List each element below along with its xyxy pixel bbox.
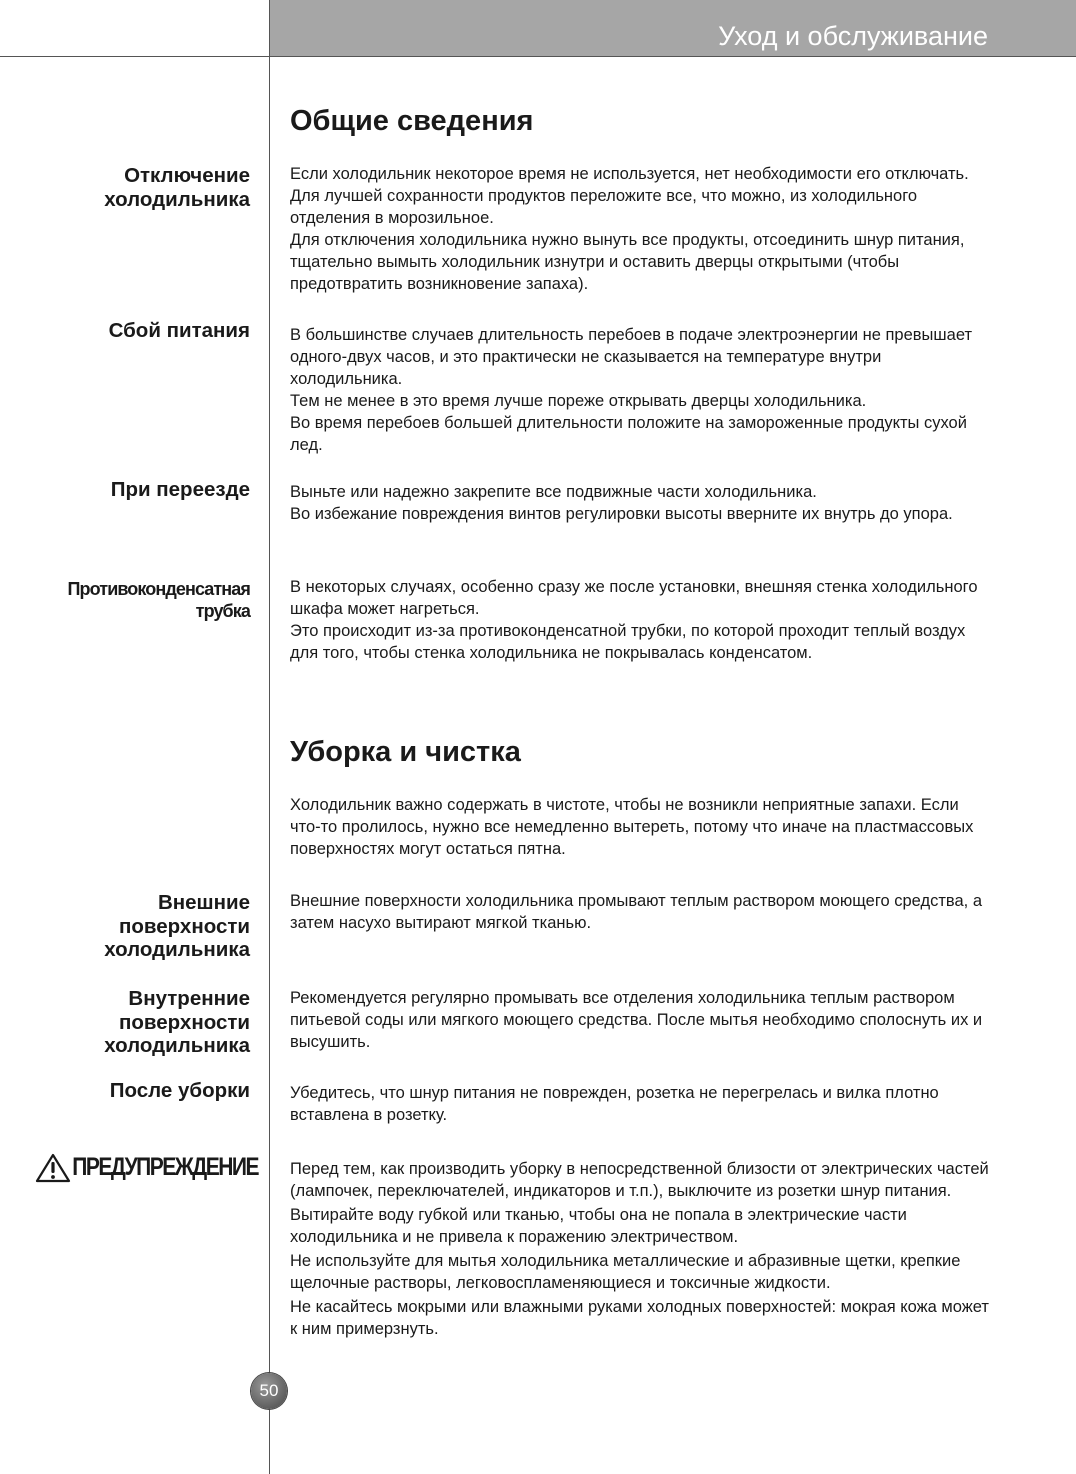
paragraph: Для отключения холодильника нужно вынуть все продукты, отсоединить шнур питания, тщательно вымыть холодильник изнутри и оставить дверцы открытыми (чтобы предотвратить возникновение запаха). [290,231,965,293]
paragraph: Выньте или надежно закрепите все подвижные части холодильника. [290,483,817,501]
paragraph: В некоторых случаях, особенно сразу же после установки, внешняя стенка холодильного шкафа может нагреться. [290,578,978,618]
paragraph: Тем не менее в это время лучше пореже открывать дверцы холодильника. [290,392,867,410]
label-line: Внешние [157,891,250,914]
warning-text: ПРЕДУПРЕЖДЕНИЕ [72,1153,258,1182]
header-title: Уход и обслуживание [718,21,988,51]
label-line: При переезде [110,478,250,501]
paragraph: Перед тем, как производить уборку в непосредственной близости от электрических частей (лампочек, переключателей, индикаторов и т.п.), выключите из розетки шнур питания. [290,1160,989,1200]
text-exterior-surfaces [290,890,990,934]
label-line: После уборки [109,1079,250,1102]
paragraph: Не касайтесь мокрыми или влажными руками холодных поверхностей: мокрая кожа может к ним примерзнуть. [290,1298,989,1338]
label-line: поверхности [119,914,250,938]
text-switch-off [290,163,990,295]
text-anticondensation-tube [290,576,990,664]
paragraph: Холодильник важно содержать в чистоте, чтобы не возникли неприятные запахи. Если что-то пролилось, нужно все немедленно вытереть, потому что иначе на пластмассовых поверхностях могут остаться пятна. [290,796,974,858]
paragraph: Во время перебоев большей длительности положите на замороженные продукты сухой лед. [290,414,967,454]
label-line: холодильника [104,938,250,961]
header-bar [270,0,1076,56]
label-moving [111,478,250,502]
label-power-failure [109,319,250,343]
warning-label [35,1152,258,1184]
paragraph: Убедитесь, что шнур питания не поврежден, розетка не перегрелась и вилка плотно вставлена в розетку. [290,1084,939,1124]
label-line: Сбой питания [108,319,250,342]
paragraph: Внешние поверхности холодильника промывают теплым раствором моющего средства, а затем насухо вытирают мягкой тканью. [290,892,983,932]
label-line: Отключение [124,164,250,187]
text-interior-surfaces [290,987,990,1053]
column-divider [269,0,270,1474]
section-title-cleaning: Уборка и чистка [290,736,521,768]
label-switch-off [104,164,250,211]
paragraph: Вытирайте воду губкой или тканью, чтобы она не попала в электрические части холодильника и не привела к поражению электричеством. [290,1206,907,1246]
paragraph: Не используйте для мытья холодильника металлические и абразивные щетки, крепкие щелочные растворы, легковоспламеняющиеся и токсичные жидкости. [290,1252,961,1292]
label-interior-surfaces [104,987,250,1058]
label-line: Внутренние [128,987,250,1010]
paragraph: Это происходит из-за противоконденсатной трубки, по которой проходит теплый воздух для того, чтобы стенка холодильника не покрывалась конденсатом. [290,622,966,662]
label-after-cleaning [110,1079,250,1103]
paragraph: Во избежание повреждения винтов регулировки высоты вверните их внутрь до упора. [290,505,953,523]
label-line: холодильника [104,1034,250,1057]
text-warning [290,1158,990,1340]
label-exterior-surfaces [104,891,250,962]
text-moving [290,481,990,525]
paragraph: Рекомендуется регулярно промывать все отделения холодильника теплым раствором питьевой соды или мягкого моющего средства. После мытья необходимо сполоснуть их и высушить. [290,989,983,1051]
paragraph: Если холодильник некоторое время не используется, нет необходимости его отключать. Для лучшей сохранности продуктов переложите все, что можно, из холодильного отделения в морозильное. [290,165,969,227]
label-anticondensation-tube [68,578,250,622]
text-after-cleaning [290,1082,990,1126]
warning-triangle-icon [35,1153,71,1183]
header-rule [0,56,1076,57]
section-title-general: Общие сведения [290,105,534,137]
paragraph: В большинстве случаев длительность перебоев в подаче электроэнергии не превышает одного-двух часов, и это практически не сказывается на температуре внутри холодильника. [290,326,973,388]
label-line: Противоконденсатная [67,579,250,599]
label-line: трубка [195,601,250,621]
label-line: холодильника [104,187,250,211]
page-number: 50 [251,1373,287,1409]
text-cleaning-intro [290,794,990,860]
label-line: поверхности [119,1010,250,1034]
text-power-failure [290,324,990,456]
